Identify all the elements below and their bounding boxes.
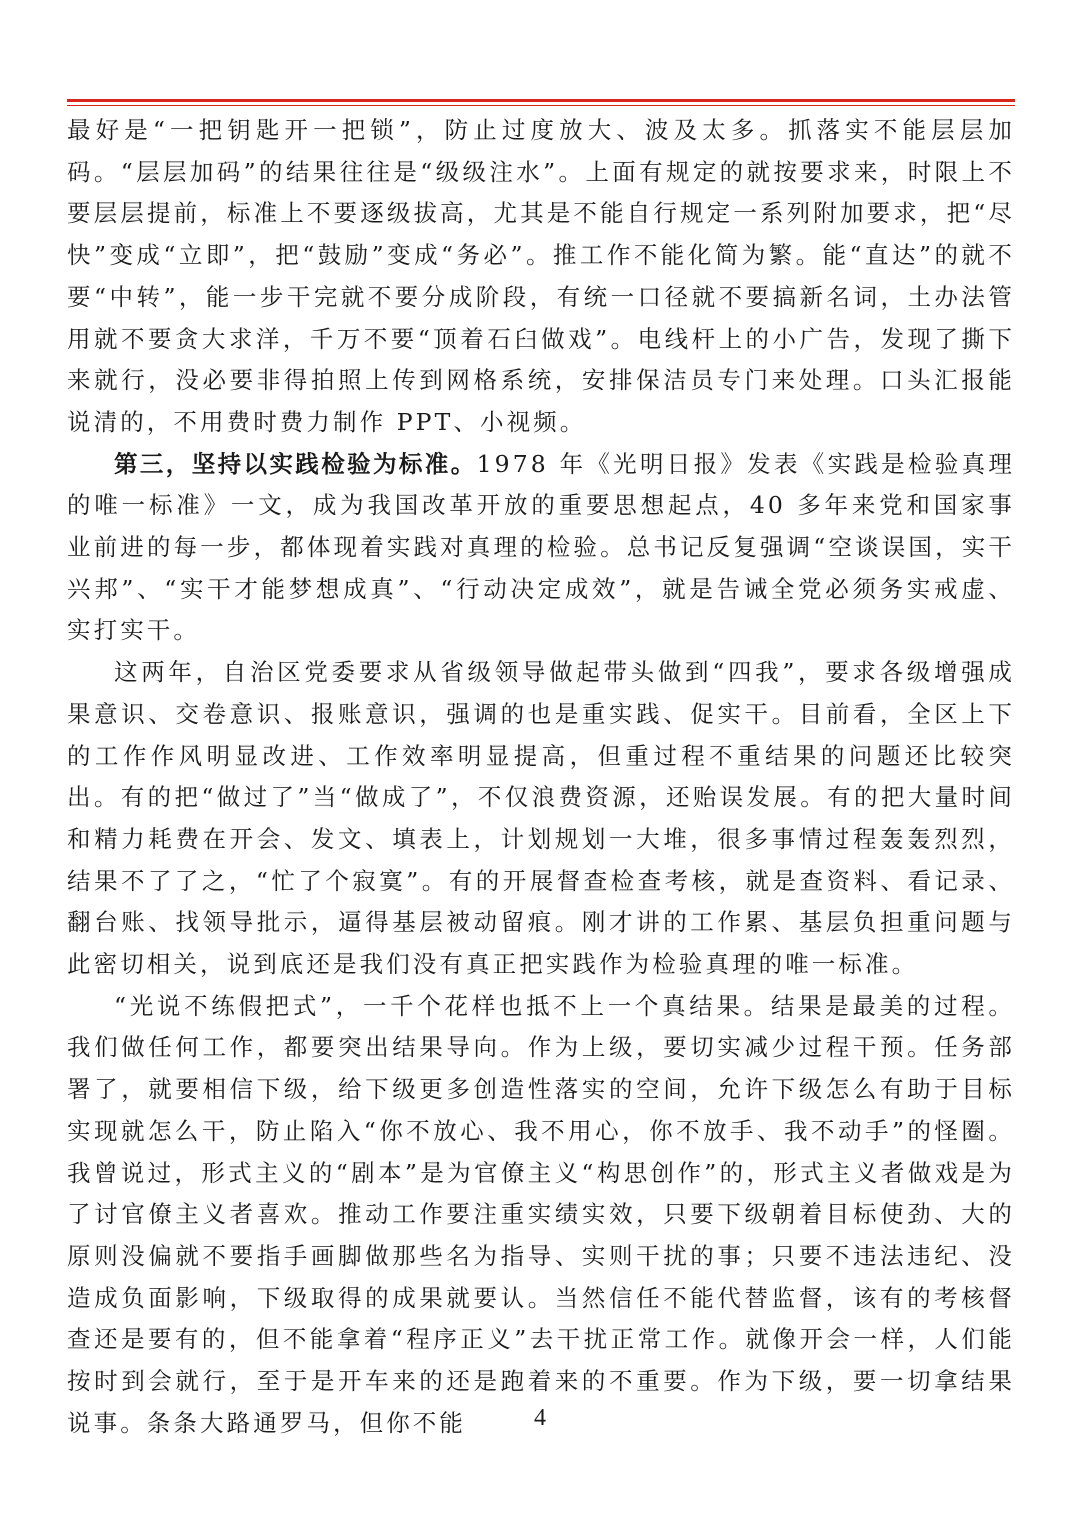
paragraph-1-text: 最好是“一把钥匙开一把锁”，防止过度放大、波及太多。抓落实不能层层加码。“层层加码”的结果往往是“级级注水”。上面有规定的就按要求来，时限上不要层层提前，标准上不要逐级拔高，尤其是不能自行规定一系列附加要求，把“尽快”变成“立即”，把“鼓励”变成“务必”。推工作不能化简为繁。能“直达”的就不要“中转”，能一步干完就不要分成阶段，有统一口径就不要搞新名词，土办法管用就不要贪大求洋，千万不要“顶着石臼做戏”。电线杆上的小广告，发现了撕下来就行，没必要非得拍照上传到网格系统，安排保洁员专门来处理。口头汇报能说清的，不用费时费力制作 PPT、小视频。 (67, 116, 1015, 436)
header-rule-thick (67, 99, 1015, 102)
paragraph-3-text: 这两年，自治区党委要求从省级领导做起带头做到“四我”，要求各级增强成果意识、交卷意识、报账意识，强调的也是重实践、促实干。目前看，全区上下的工作作风明显改进、工作效率明显提高，但重过程不重结果的问题还比较突出。有的把“做过了”当“做成了”，不仅浪费资源，还贻误发展。有的把大量时间和精力耗费在开会、发文、填表上，计划规划一大堆，很多事情过程轰轰烈烈，结果不了了之，“忙了个寂寞”。有的开展督查检查考核，就是查资料、看记录、翻台账、找领导批示，逼得基层被动留痕。刚才讲的工作累、基层负担重问题与此密切相关，说到底还是我们没有真正把实践作为检验真理的唯一标准。 (67, 658, 1015, 979)
paragraph-2-text: 1978 年《光明日报》发表《实践是检验真理的唯一标准》一文，成为我国改革开放的重要思想起点，40 多年来党和国家事业前进的每一步，都体现着实践对真理的检验。总书记反复强调“空谈误国，实干兴邦”、“实干才能梦想成真”、“行动决定成效”，就是告诫全党必须务实戒虚、实打实干。 (67, 449, 1015, 645)
paragraph-3 (67, 652, 1015, 986)
paragraph-2 (67, 444, 1015, 653)
paragraph-2-heading: 第三，坚持以实践检验为标准。 (114, 449, 477, 478)
paragraph-4 (67, 986, 1015, 1445)
document-body (67, 110, 1015, 1445)
page-number: 4 (534, 1405, 546, 1431)
header-rule-thin (67, 105, 1015, 106)
paragraph-1 (67, 110, 1015, 444)
paragraph-4-text: “光说不练假把式”，一千个花样也抵不上一个真结果。结果是最美的过程。我们做任何工作，都要突出结果导向。作为上级，要切实减少过程干预。任务部署了，就要相信下级，给下级更多创造性落实的空间，允许下级怎么有助于目标实现就怎么干，防止陷入“你不放心、我不用心，你不放手、我不动手”的怪圈。我曾说过，形式主义的“剧本”是为官僚主义“构思创作”的，形式主义者做戏是为了讨官僚主义者喜欢。推动工作要注重实绩实效，只要下级朝着目标使劲、大的原则没偏就不要指手画脚做那些名为指导、实则干扰的事；只要不违法违纪、没造成负面影响，下级取得的成果就要认。当然信任不能代替监督，该有的考核督查还是要有的，但不能拿着“程序正义”去干扰正常工作。就像开会一样，人们能按时到会就行，至于是开车来的还是跑着来的不重要。作为下级，要一切拿结果说事。条条大路通罗马，但你不能 (67, 991, 1015, 1437)
